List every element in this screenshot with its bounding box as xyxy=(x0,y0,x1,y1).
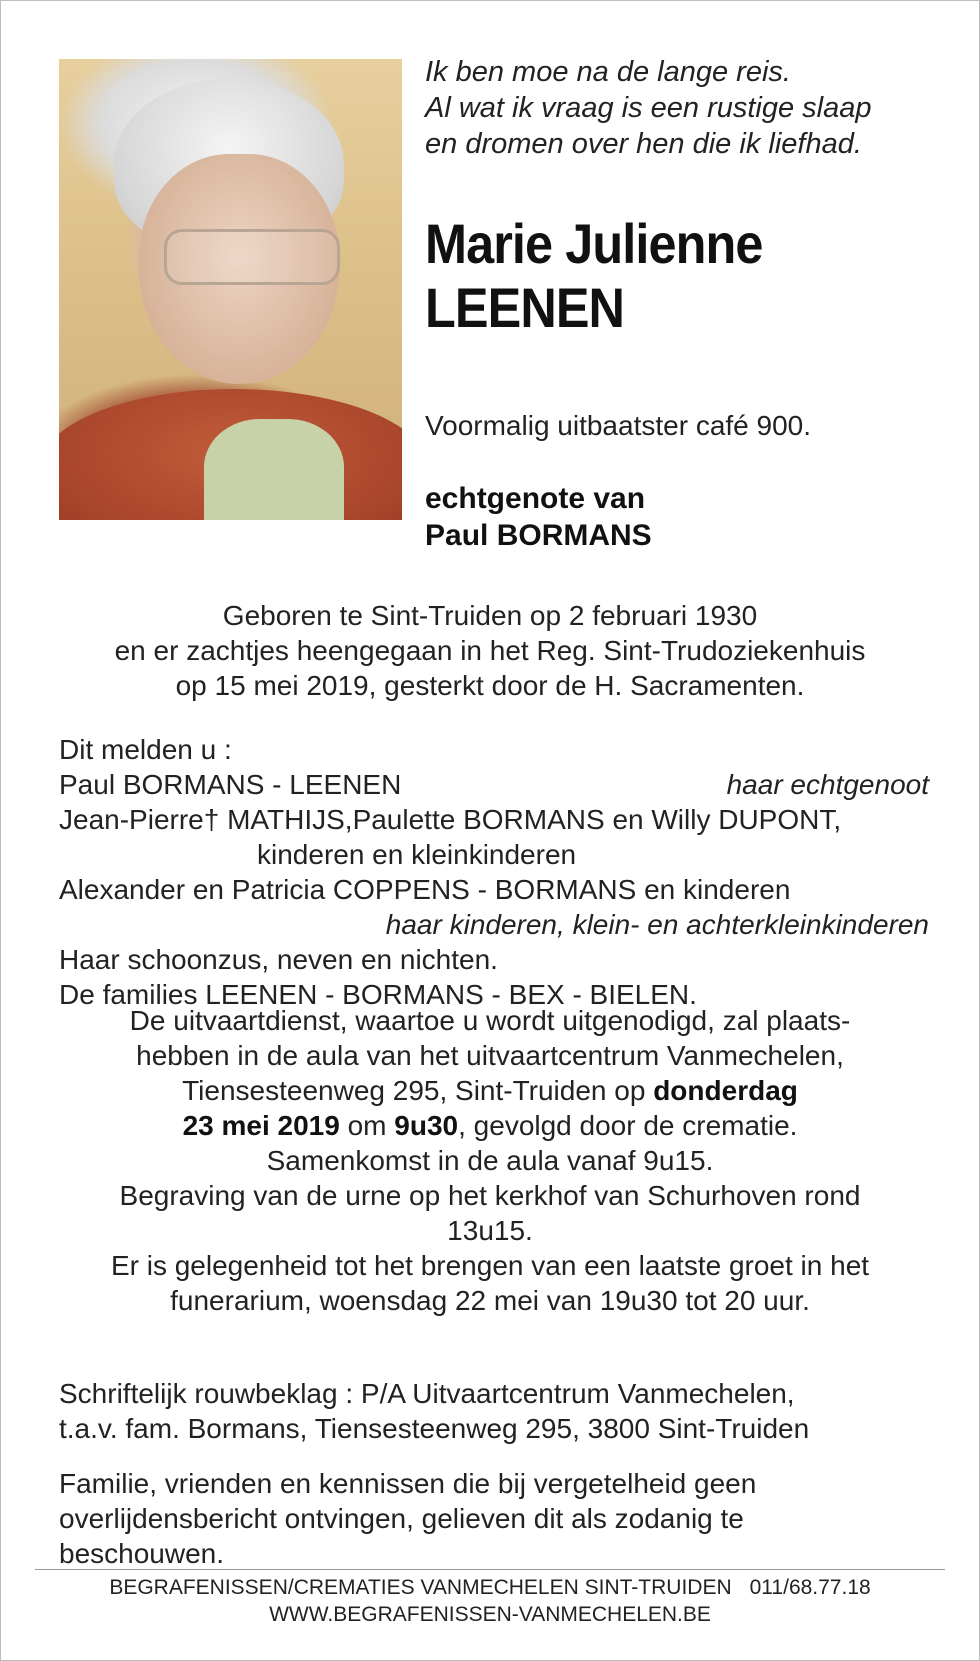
announce-relatives: Haar schoonzus, neven en nichten. xyxy=(59,944,498,975)
condolence-address xyxy=(59,1376,939,1446)
poem-line: Al wat ik vraag is een rustige slaap xyxy=(425,92,872,124)
spouse-intro: echtgenote van xyxy=(425,482,646,515)
service-date: 23 mei 2019 xyxy=(182,1110,340,1141)
service-line: funerarium, woensdag 22 mei van 19u30 tot 20 uur. xyxy=(170,1285,810,1316)
portrait-blouse xyxy=(204,419,344,520)
portrait-photo xyxy=(59,59,402,520)
birth-line: op 15 mei 2019, gesterkt door de H. Sacramenten. xyxy=(175,670,805,701)
spouse-name: Paul BORMANS xyxy=(425,519,652,552)
birth-death-details xyxy=(40,598,940,703)
spouse-block xyxy=(425,480,652,554)
announce-intro: Dit melden u : xyxy=(59,734,232,765)
footer-company-line xyxy=(35,1574,945,1601)
announcement-list xyxy=(59,732,929,1012)
funeral-service-details xyxy=(40,1003,940,1318)
announce-family1: Jean-Pierre† MATHIJS,Paulette BORMANS en Willy DUPONT, xyxy=(59,804,842,835)
condolence-line: Schriftelijk rouwbeklag : P/A Uitvaartcentrum Vanmechelen, xyxy=(59,1378,795,1409)
footer-divider xyxy=(35,1569,945,1570)
deceased-last-name: LEENEN xyxy=(425,276,625,339)
family-note-line: overlijdensbericht ontvingen, gelieven dit als zodanig te xyxy=(59,1503,744,1534)
poem-line: en dromen over hen die ik liefhad. xyxy=(425,128,862,160)
service-line: 13u15. xyxy=(447,1215,533,1246)
family-note-line: beschouwen. xyxy=(59,1538,225,1569)
service-line xyxy=(40,1108,940,1143)
service-cremation: , gevolgd door de crematie. xyxy=(458,1110,798,1141)
deceased-first-names: Marie Julienne xyxy=(425,212,763,275)
family-note xyxy=(59,1466,939,1571)
memorial-poem xyxy=(425,54,945,162)
condolence-line: t.a.v. fam. Bormans, Tiensesteenweg 295, 3800 Sint-Truiden xyxy=(59,1413,810,1444)
family-note-line: Familie, vrienden en kennissen die bij vergetelheid geen xyxy=(59,1468,757,1499)
announce-spouse-name: Paul BORMANS - LEENEN xyxy=(59,769,402,800)
service-line: Er is gelegenheid tot het brengen van een laatste groet in het xyxy=(110,1250,870,1281)
footer-website[interactable]: WWW.BEGRAFENISSEN-VANMECHELEN.BE xyxy=(269,1603,711,1626)
poem-line: Ik ben moe na de lange reis. xyxy=(425,56,791,88)
footer-company: BEGRAFENISSEN/CREMATIES VANMECHELEN SINT-TRUIDEN xyxy=(109,1576,732,1599)
service-day: donderdag xyxy=(653,1075,798,1106)
footer-phone[interactable]: 011/68.77.18 xyxy=(749,1576,871,1599)
funeral-home-footer xyxy=(35,1574,945,1628)
announce-family2: Alexander en Patricia COPPENS - BORMANS en kinderen xyxy=(59,874,791,905)
service-line: De uitvaartdienst, waartoe u wordt uitgenodigd, zal plaats- xyxy=(129,1005,851,1036)
announce-family1-role: kinderen en kleinkinderen xyxy=(257,839,577,870)
service-address: Tiensesteenweg 295, Sint-Truiden op xyxy=(182,1075,654,1106)
birth-line: en er zachtjes heengegaan in het Reg. Sint-Trudoziekenhuis xyxy=(114,635,866,666)
announce-family2-role: haar kinderen, klein- en achterkleinkinderen xyxy=(385,909,929,940)
deceased-occupation: Voormalig uitbaatster café 900. xyxy=(425,410,812,441)
service-line: hebben in de aula van het uitvaartcentrum Vanmechelen, xyxy=(136,1040,844,1071)
announce-spouse-row xyxy=(59,767,929,802)
service-line: Begraving van de urne op het kerkhof van Schurhoven rond xyxy=(119,1180,861,1211)
service-line xyxy=(40,1073,940,1108)
announce-spouse-role: haar echtgenoot xyxy=(726,769,929,800)
birth-line: Geboren te Sint-Truiden op 2 februari 1930 xyxy=(222,600,758,631)
service-time: 9u30 xyxy=(394,1110,459,1141)
announce-families: De families LEENEN - BORMANS - BEX - BIELEN. xyxy=(59,979,697,1010)
service-line: Samenkomst in de aula vanaf 9u15. xyxy=(266,1145,714,1176)
deceased-name xyxy=(425,212,911,340)
portrait-glasses xyxy=(164,229,340,285)
service-om: om xyxy=(339,1110,395,1141)
